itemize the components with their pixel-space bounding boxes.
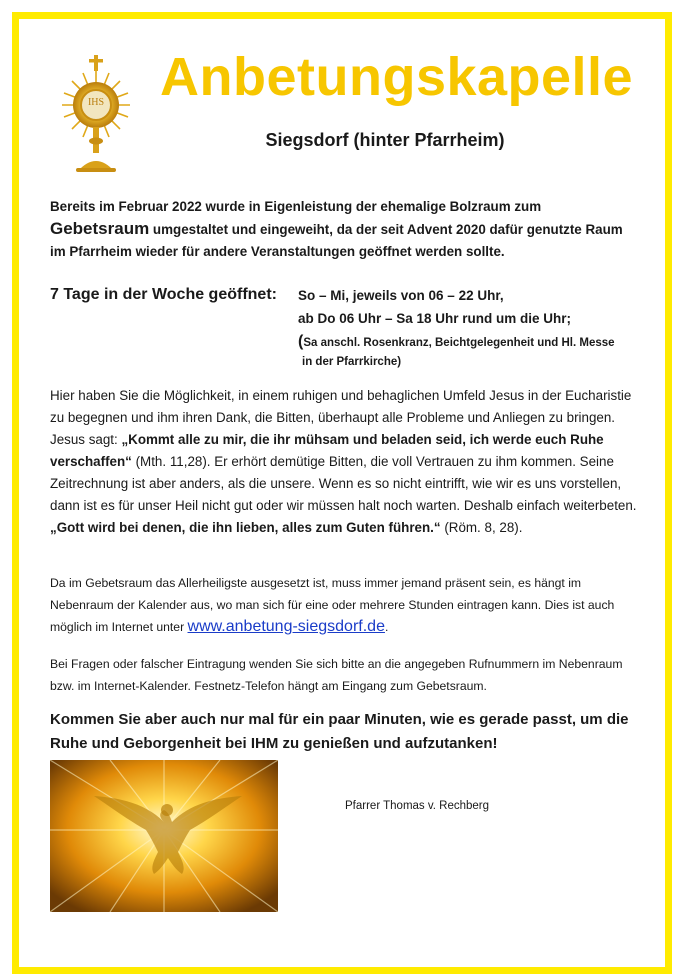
- questions-paragraph: Bei Fragen oder falscher Eintragung wenden Sie sich bitte an die angegeben Rufnummern im Nebenraum bzw. im Internet-Kalender. Festnetz-Telefon hängt am Eingang zum Gebetsraum.: [50, 657, 623, 693]
- intro-emphasis: Gebetsraum: [50, 219, 150, 238]
- body-quote-1: „Kommt alle zu mir, die ihr mühsam und beladen seid, ich werde euch Ruhe verschaffen“: [50, 432, 604, 469]
- body-quote-2: „Gott wird bei denen, die ihn lieben, alles zum Guten führen.“: [50, 520, 441, 535]
- hours-heading: 7 Tage in der Woche geöffnet:: [50, 286, 277, 303]
- intro-part2: umgestaltet und eingeweiht, da der seit Advent 2020 dafür genutzte Raum im Pfarrheim wieder für andere Veranstaltungen geöffnet werden sollte.: [50, 222, 623, 259]
- body-text-3: (Röm. 8, 28).: [440, 520, 523, 535]
- website-link[interactable]: www.anbetung-siegsdorf.de: [187, 618, 385, 635]
- hours-line-1: So – Mi, jeweils von 06 – 22 Uhr,: [298, 288, 504, 303]
- closing-paragraph: Kommen Sie aber auch nur mal für ein paar Minuten, wie es gerade passt, um die Ruhe und Geborgenheit bei IHM zu genießen und aufzutanken!: [50, 711, 629, 752]
- emblem-text: IHS: [87, 97, 105, 108]
- body-text-1: Hier haben Sie die Möglichkeit, in einem ruhigen und behaglichen Umfeld Jesus in der Eucharistie zu begegnen und ihm ihren Dank, die Bitten, überhaupt alle Probleme und Anliegen zu bringen. Jesus sagt:: [50, 388, 632, 447]
- signature: Pfarrer Thomas v. Rechberg: [345, 800, 490, 812]
- hours-line-3: [298, 333, 615, 351]
- body-paragraph: [50, 385, 640, 539]
- hours-line-2: ab Do 06 Uhr – Sa 18 Uhr rund um die Uhr;: [298, 311, 572, 326]
- calendar-text: Da im Gebetsraum das Allerheiligste ausgesetzt ist, muss immer jemand präsent sein, es hängt im Nebenraum der Kalender aus, wo man sich für eine oder mehrere Stunden eintragen kann. Dies ist auch möglich im Internet unter: [50, 576, 615, 634]
- page-subtitle: Siegsdorf (hinter Pfarrheim): [265, 130, 505, 150]
- page-title: Anbetungskapelle: [160, 47, 634, 107]
- hours-line-4: in der Pfarrkirche): [302, 356, 402, 368]
- holy-spirit-dove-image: [50, 760, 278, 912]
- hours-paren: (: [298, 333, 304, 350]
- monstrance-icon: [60, 55, 132, 173]
- intro-paragraph: [50, 196, 640, 263]
- body-text-2: (Mth. 11,28). Er erhört demütige Bitten, die voll Vertrauen zu ihm kommen. Seine Zeitrechnung ist aber anders, als die unsere. Wenn es so nicht eintrifft, wie wir es uns vorstellen, dann ist es für unser Heil nicht gut oder wir müssen halt noch warten. Deshalb einfach weiterbeten.: [50, 454, 637, 513]
- calendar-after: .: [384, 620, 389, 634]
- intro-part1: Bereits im Februar 2022 wurde in Eigenleistung der ehemalige Bolzraum zum: [50, 199, 542, 214]
- hours-line-3-text: Sa anschl. Rosenkranz, Beichtgelegenheit und Hl. Messe: [303, 337, 615, 349]
- calendar-paragraph: [50, 572, 640, 638]
